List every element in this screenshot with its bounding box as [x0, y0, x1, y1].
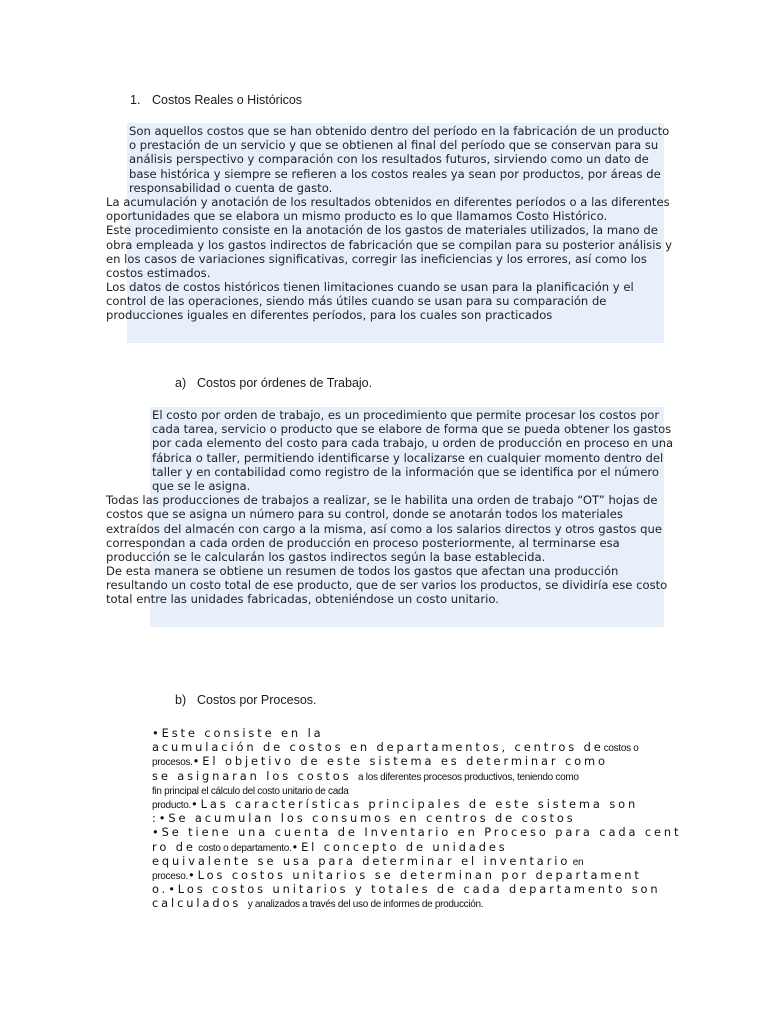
- paragraph-line: correspondan a cada orden de producción en proceso posteriormente, al terminarse esa: [106, 535, 620, 550]
- process-text-segment: •Las características principales de este sistema son: [191, 796, 639, 811]
- section-a-title: Costos por órdenes de Trabajo.: [197, 376, 373, 390]
- paragraph-line: producciones iguales en diferentes períodos, para los cuales son practicados: [106, 308, 553, 323]
- process-text-segment: •Se tiene una cuenta de Inventario en Proceso para cada cent: [152, 825, 682, 840]
- process-text-segment: procesos.: [152, 757, 193, 769]
- section-a-body: [106, 408, 673, 607]
- process-text-segment: •Los costos unitarios se determinan por departament: [187, 867, 642, 882]
- process-text-segment: a los diferentes procesos productivos, teniendo como: [358, 771, 579, 783]
- paragraph-line: total entre las unidades fabricadas, obteniéndose un costo unitario.: [106, 592, 499, 607]
- process-line: [152, 825, 681, 839]
- section-a-heading: [175, 376, 372, 390]
- paragraph-line: obra empleada y los gastos indirectos de fabricación que se compilan para su posterior análisis y: [106, 237, 673, 252]
- process-text-segment: costos o: [603, 743, 639, 755]
- process-text-segment: ro de: [152, 839, 196, 854]
- process-text-segment: :•Se acumulan los consumos en centros de costos: [152, 811, 576, 826]
- section-1-body: [106, 124, 672, 323]
- paragraph-line: control de las operaciones, siendo más útiles cuando se usan para su comparación de: [106, 294, 607, 309]
- paragraph-line: producción se le calcularán los gastos indirectos según la base establecida.: [106, 549, 546, 564]
- process-text-segment: en: [570, 856, 584, 868]
- process-line: [152, 769, 681, 783]
- process-line: [152, 797, 681, 811]
- process-text-segment: calculados: [152, 896, 248, 911]
- paragraph-line: oportunidades que se elabora un mismo producto es lo que llamamos Costo Histórico.: [106, 209, 608, 224]
- process-line: [152, 726, 681, 740]
- section-1-number: 1.: [130, 93, 141, 107]
- paragraph-line: Todas las producciones de trabajos a realizar, se le habilita una orden de trabajo “OT” hojas de: [106, 493, 658, 508]
- paragraph-line: base histórica y siempre se refieren a los costos reales ya sean por productos, por áreas de: [129, 166, 661, 181]
- paragraph-line: cada tarea, servicio o producto que se elabore de forma que se pueda obtener los gastos: [152, 422, 672, 437]
- paragraph-line: La acumulación y anotación de los resultados obtenidos en diferentes períodos o a las diferentes: [106, 194, 670, 209]
- process-text-segment: •El objetivo de este sistema es determinar como: [192, 754, 608, 769]
- process-text-segment: producto.: [152, 799, 191, 811]
- process-line: [152, 868, 681, 882]
- process-line: [152, 754, 681, 768]
- section-b-number: b): [175, 693, 187, 707]
- process-text-segment: equivalente se usa para determinar el inventario: [152, 853, 571, 868]
- paragraph-line: costos estimados.: [106, 265, 211, 280]
- paragraph-line: Este procedimiento consiste en la anotación de los gastos de materiales utilizados, la mano de: [106, 223, 658, 238]
- process-line: [152, 811, 681, 825]
- paragraph-line: o prestación de un servicio y que se obtienen al final del período que se conservan para su: [129, 138, 659, 153]
- process-text-segment: fin principal el cálculo del costo unitario de cada: [152, 785, 349, 797]
- process-line: [152, 854, 681, 868]
- process-text-segment: o.•Los costos unitarios y totales de cada departamento son: [152, 882, 661, 897]
- section-b-title: Costos por Procesos.: [197, 693, 317, 707]
- process-text-segment: •El concepto de unidades: [291, 839, 508, 854]
- paragraph-line: Los datos de costos históricos tienen limitaciones cuando se usan para la planificación y el: [106, 280, 634, 295]
- process-text-segment: se asignaran los costos: [152, 768, 359, 783]
- process-line: [152, 840, 681, 854]
- process-text-segment: y analizados a través del uso de informes de producción.: [247, 899, 484, 911]
- paragraph-line: en los casos de variaciones significativas, corregir las ineficiencias y los errores, así como los: [106, 251, 647, 266]
- paragraph-line: que se le asigna.: [152, 478, 251, 493]
- process-text-segment: •Este consiste en la: [152, 726, 324, 740]
- section-a-number: a): [175, 376, 187, 390]
- process-text-segment: costo o departamento.: [195, 842, 292, 854]
- process-text-segment: proceso.: [152, 870, 188, 882]
- section-b-heading: [175, 693, 317, 707]
- paragraph-line: De esta manera se obtiene un resumen de todos los gastos que afectan una producción: [106, 564, 619, 579]
- process-line: [152, 740, 681, 754]
- paragraph-line: El costo por orden de trabajo, es un procedimiento que permite procesar los costos por: [152, 408, 660, 422]
- process-line: [152, 882, 681, 896]
- process-text-segment: acumulación de costos en departamentos, centros de: [152, 740, 604, 755]
- paragraph-line: análisis perspectivo y comparación con los resultados futuros, sirviendo como un dato de: [129, 152, 649, 167]
- paragraph-line: responsabilidad o cuenta de gasto.: [129, 180, 333, 195]
- paragraph-line: Son aquellos costos que se han obtenido dentro del período en la fabricación de un producto: [129, 124, 670, 138]
- process-line: [152, 783, 681, 797]
- paragraph-line: taller y en contabilidad como registro de la información que se identifica por el número: [152, 464, 659, 479]
- process-line: [152, 896, 681, 910]
- paragraph-line: extraídos del almacén con cargo a la misma, así como a los salarios directos y otros gastos que: [106, 521, 662, 536]
- section-1-title: Costos Reales o Históricos: [152, 93, 303, 107]
- paragraph-line: por cada elemento del costo para cada trabajo, u orden de producción en proceso en una: [152, 436, 674, 451]
- paragraph-line: fábrica o taller, permitiendo identificarse y localizarse en cualquier momento dentro del: [152, 450, 664, 465]
- section-1-heading: [130, 93, 302, 107]
- section-b-body: [152, 726, 681, 910]
- paragraph-line: resultando un costo total de ese producto, que de ser varios los productos, se dividiría ese costo: [106, 578, 668, 593]
- paragraph-line: costos que se asigna un número para su control, donde se anotarán todos los materiales: [106, 507, 623, 522]
